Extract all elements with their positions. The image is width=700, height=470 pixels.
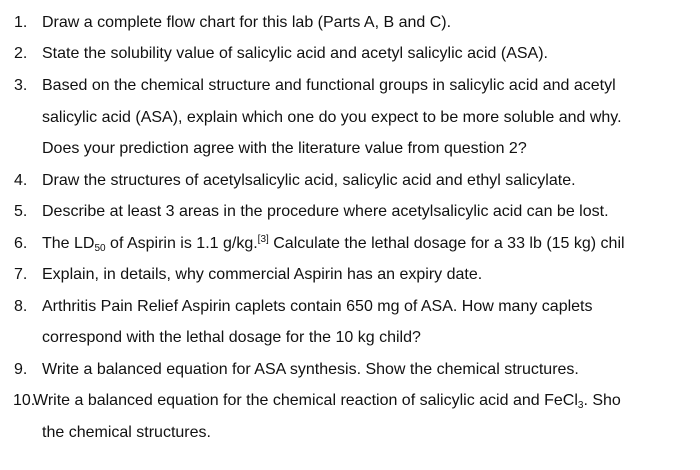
question-text — [42, 234, 625, 254]
question-number: 1. — [14, 14, 28, 31]
citation-superscript: [3] — [257, 234, 269, 245]
text-segment: . Sho — [583, 392, 621, 409]
question-number: 4. — [14, 172, 28, 189]
question-number: 3. — [14, 77, 28, 94]
question-text: State the solubility value of salicylic acid and acetyl salicylic acid (ASA). — [42, 45, 548, 62]
subscript: 3 — [577, 400, 584, 411]
text-segment: of Aspirin is 1.1 g/kg. — [105, 235, 258, 252]
question-text: Draw a complete flow chart for this lab (Parts A, B and C). — [42, 14, 452, 31]
question-text-line-3: Does your prediction agree with the literature value from question 2? — [42, 140, 527, 157]
question-text-line-2: the chemical structures. — [42, 424, 211, 441]
question-text-line-1 — [33, 391, 621, 411]
text-segment: The LD — [42, 235, 95, 252]
question-number: 10. — [13, 392, 36, 409]
subscript: 50 — [94, 243, 106, 254]
question-number: 2. — [14, 45, 28, 62]
question-number: 5. — [14, 203, 28, 220]
question-number: 9. — [14, 361, 28, 378]
question-number: 7. — [14, 266, 28, 283]
question-number: 8. — [14, 298, 28, 315]
question-number: 6. — [14, 235, 28, 252]
question-text: Describe at least 3 areas in the procedure where acetylsalicylic acid can be lost. — [42, 203, 609, 220]
question-text-line-2: correspond with the lethal dosage for the 10 kg child? — [42, 329, 421, 346]
question-text-line-2: salicylic acid (ASA), explain which one do you expect to be more soluble and why. — [42, 109, 622, 126]
question-text: Draw the structures of acetylsalicylic acid, salicylic acid and ethyl salicylate. — [42, 172, 576, 189]
text-segment: Write a balanced equation for the chemical reaction of salicylic acid and FeCl — [33, 392, 578, 409]
question-text: Write a balanced equation for ASA synthesis. Show the chemical structures. — [42, 361, 579, 378]
question-text-line-1: Based on the chemical structure and functional groups in salicylic acid and acetyl — [42, 77, 616, 94]
text-segment: Calculate the lethal dosage for a 33 lb (15 kg) chil — [268, 235, 625, 252]
question-text: Explain, in details, why commercial Aspirin has an expiry date. — [42, 266, 483, 283]
question-text-line-1: Arthritis Pain Relief Aspirin caplets contain 650 mg of ASA. How many caplets — [42, 298, 593, 315]
